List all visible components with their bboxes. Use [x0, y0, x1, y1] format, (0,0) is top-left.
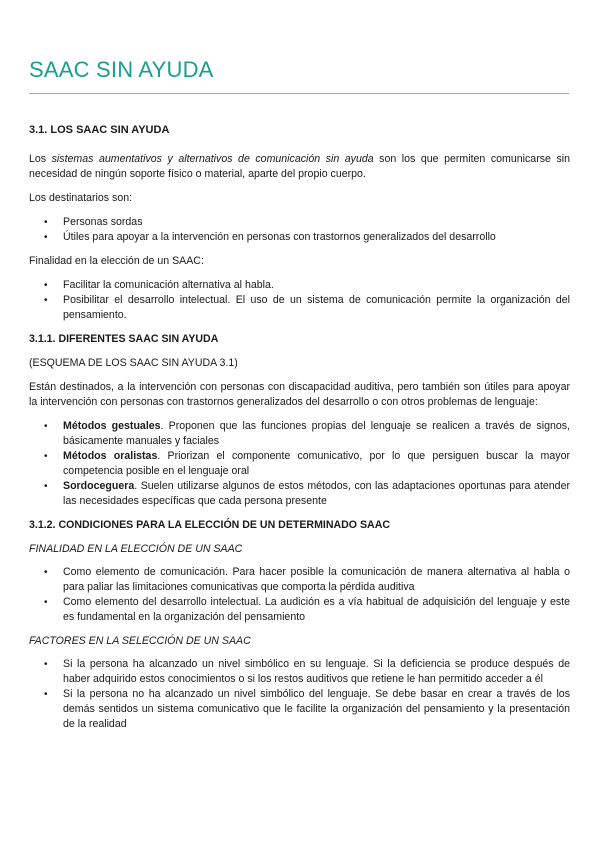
destinatarios-list [29, 215, 570, 245]
list-item: • Personas sordas [29, 215, 570, 230]
subsection-heading: 3.1.2. CONDICIONES PARA LA ELECCIÓN DE UN DETERMINADO SAAC [29, 519, 391, 531]
list-item: • Como elemento del desarrollo intelectual. La audición es a vía habitual de adquisición del lenguaje y este es fundamental en la organización del pensamiento [29, 595, 570, 625]
method-name: Métodos gestuales [63, 420, 161, 432]
methods-list [29, 419, 570, 509]
finalidad-eleccion-list [29, 565, 570, 625]
destinados-paragraph: Están destinados, a la intervención con personas con discapacidad auditiva, pero también son útiles para apoyar la intervención con personas con trastornos generalizados del desarrollo o con otros problemas de lenguaje: [29, 381, 570, 408]
factores-list [29, 657, 570, 732]
finalidad-label: Finalidad en la elección de un SAAC: [29, 255, 204, 267]
list-item: • Posibilitar el desarrollo intelectual. El uso de un sistema de comunicación permite la organización del pensamiento. [29, 293, 570, 323]
finalidad-list [29, 278, 570, 323]
subtitle-finalidad: FINALIDAD EN LA ELECCIÓN DE UN SAAC [29, 543, 243, 555]
schema-note: (ESQUEMA DE LOS SAAC SIN AYUDA 3.1) [29, 357, 238, 369]
list-item: • Facilitar la comunicación alternativa al habla. [29, 278, 570, 293]
method-name: Métodos oralistas [63, 450, 158, 462]
list-item: • Como elemento de comunicación. Para hacer posible la comunicación de manera alternativa al habla o para paliar las limitaciones comunicativas que comporta la pérdida auditiva [29, 565, 570, 595]
method-description: . Priorizan el componente comunicativo, por lo que persiguen buscar la mayor competencia posible en el lenguaje oral [63, 450, 570, 477]
subsection-heading: 3.1.1. DIFERENTES SAAC SIN AYUDA [29, 333, 219, 345]
document-title: SAAC SIN AYUDA [29, 57, 214, 82]
list-item: • Si la persona no ha alcanzado un nivel simbólico del lenguaje. Se debe basar en crear a través de los demás sentidos un sistema comunicativo que le facilite la organización del pensamiento y la presentación de la realidad [29, 687, 570, 732]
intro-text-post: son los que permiten comunicarse sin necesidad de ningún soporte físico o material, aparte del propio cuerpo. [29, 153, 570, 180]
intro-text-pre: Los [29, 153, 52, 165]
list-item [29, 479, 570, 509]
title-divider [29, 93, 569, 94]
document-body [29, 119, 570, 741]
list-item: • Si la persona ha alcanzado un nivel simbólico en su lenguaje. Si la deficiencia se produce después de haber adquirido estos conocimientos o si los restos auditivos que retiene le han permitido acceder a él [29, 657, 570, 687]
intro-paragraph [29, 152, 570, 182]
list-item [29, 419, 570, 449]
subtitle-factores: FACTORES EN LA SELECCIÓN DE UN SAAC [29, 635, 251, 647]
list-item [29, 449, 570, 479]
method-description: . Suelen utilizarse algunos de estos métodos, con las adaptaciones oportunas para atender las necesidades específicas que cada persona presente [63, 480, 570, 507]
destinatarios-label: Los destinatarios son: [29, 192, 133, 204]
method-name: Sordoceguera [63, 480, 135, 492]
method-description: . Proponen que las funciones propias del lenguaje se realicen a través de signos, básicamente manuales y faciales [63, 420, 570, 447]
list-item: • Útiles para apoyar a la intervención en personas con trastornos generalizados del desarrollo [29, 230, 570, 245]
intro-emphasis: sistemas aumentativos y alternativos de comunicación sin ayuda [51, 153, 374, 165]
section-heading: 3.1. LOS SAAC SIN AYUDA [29, 124, 170, 136]
